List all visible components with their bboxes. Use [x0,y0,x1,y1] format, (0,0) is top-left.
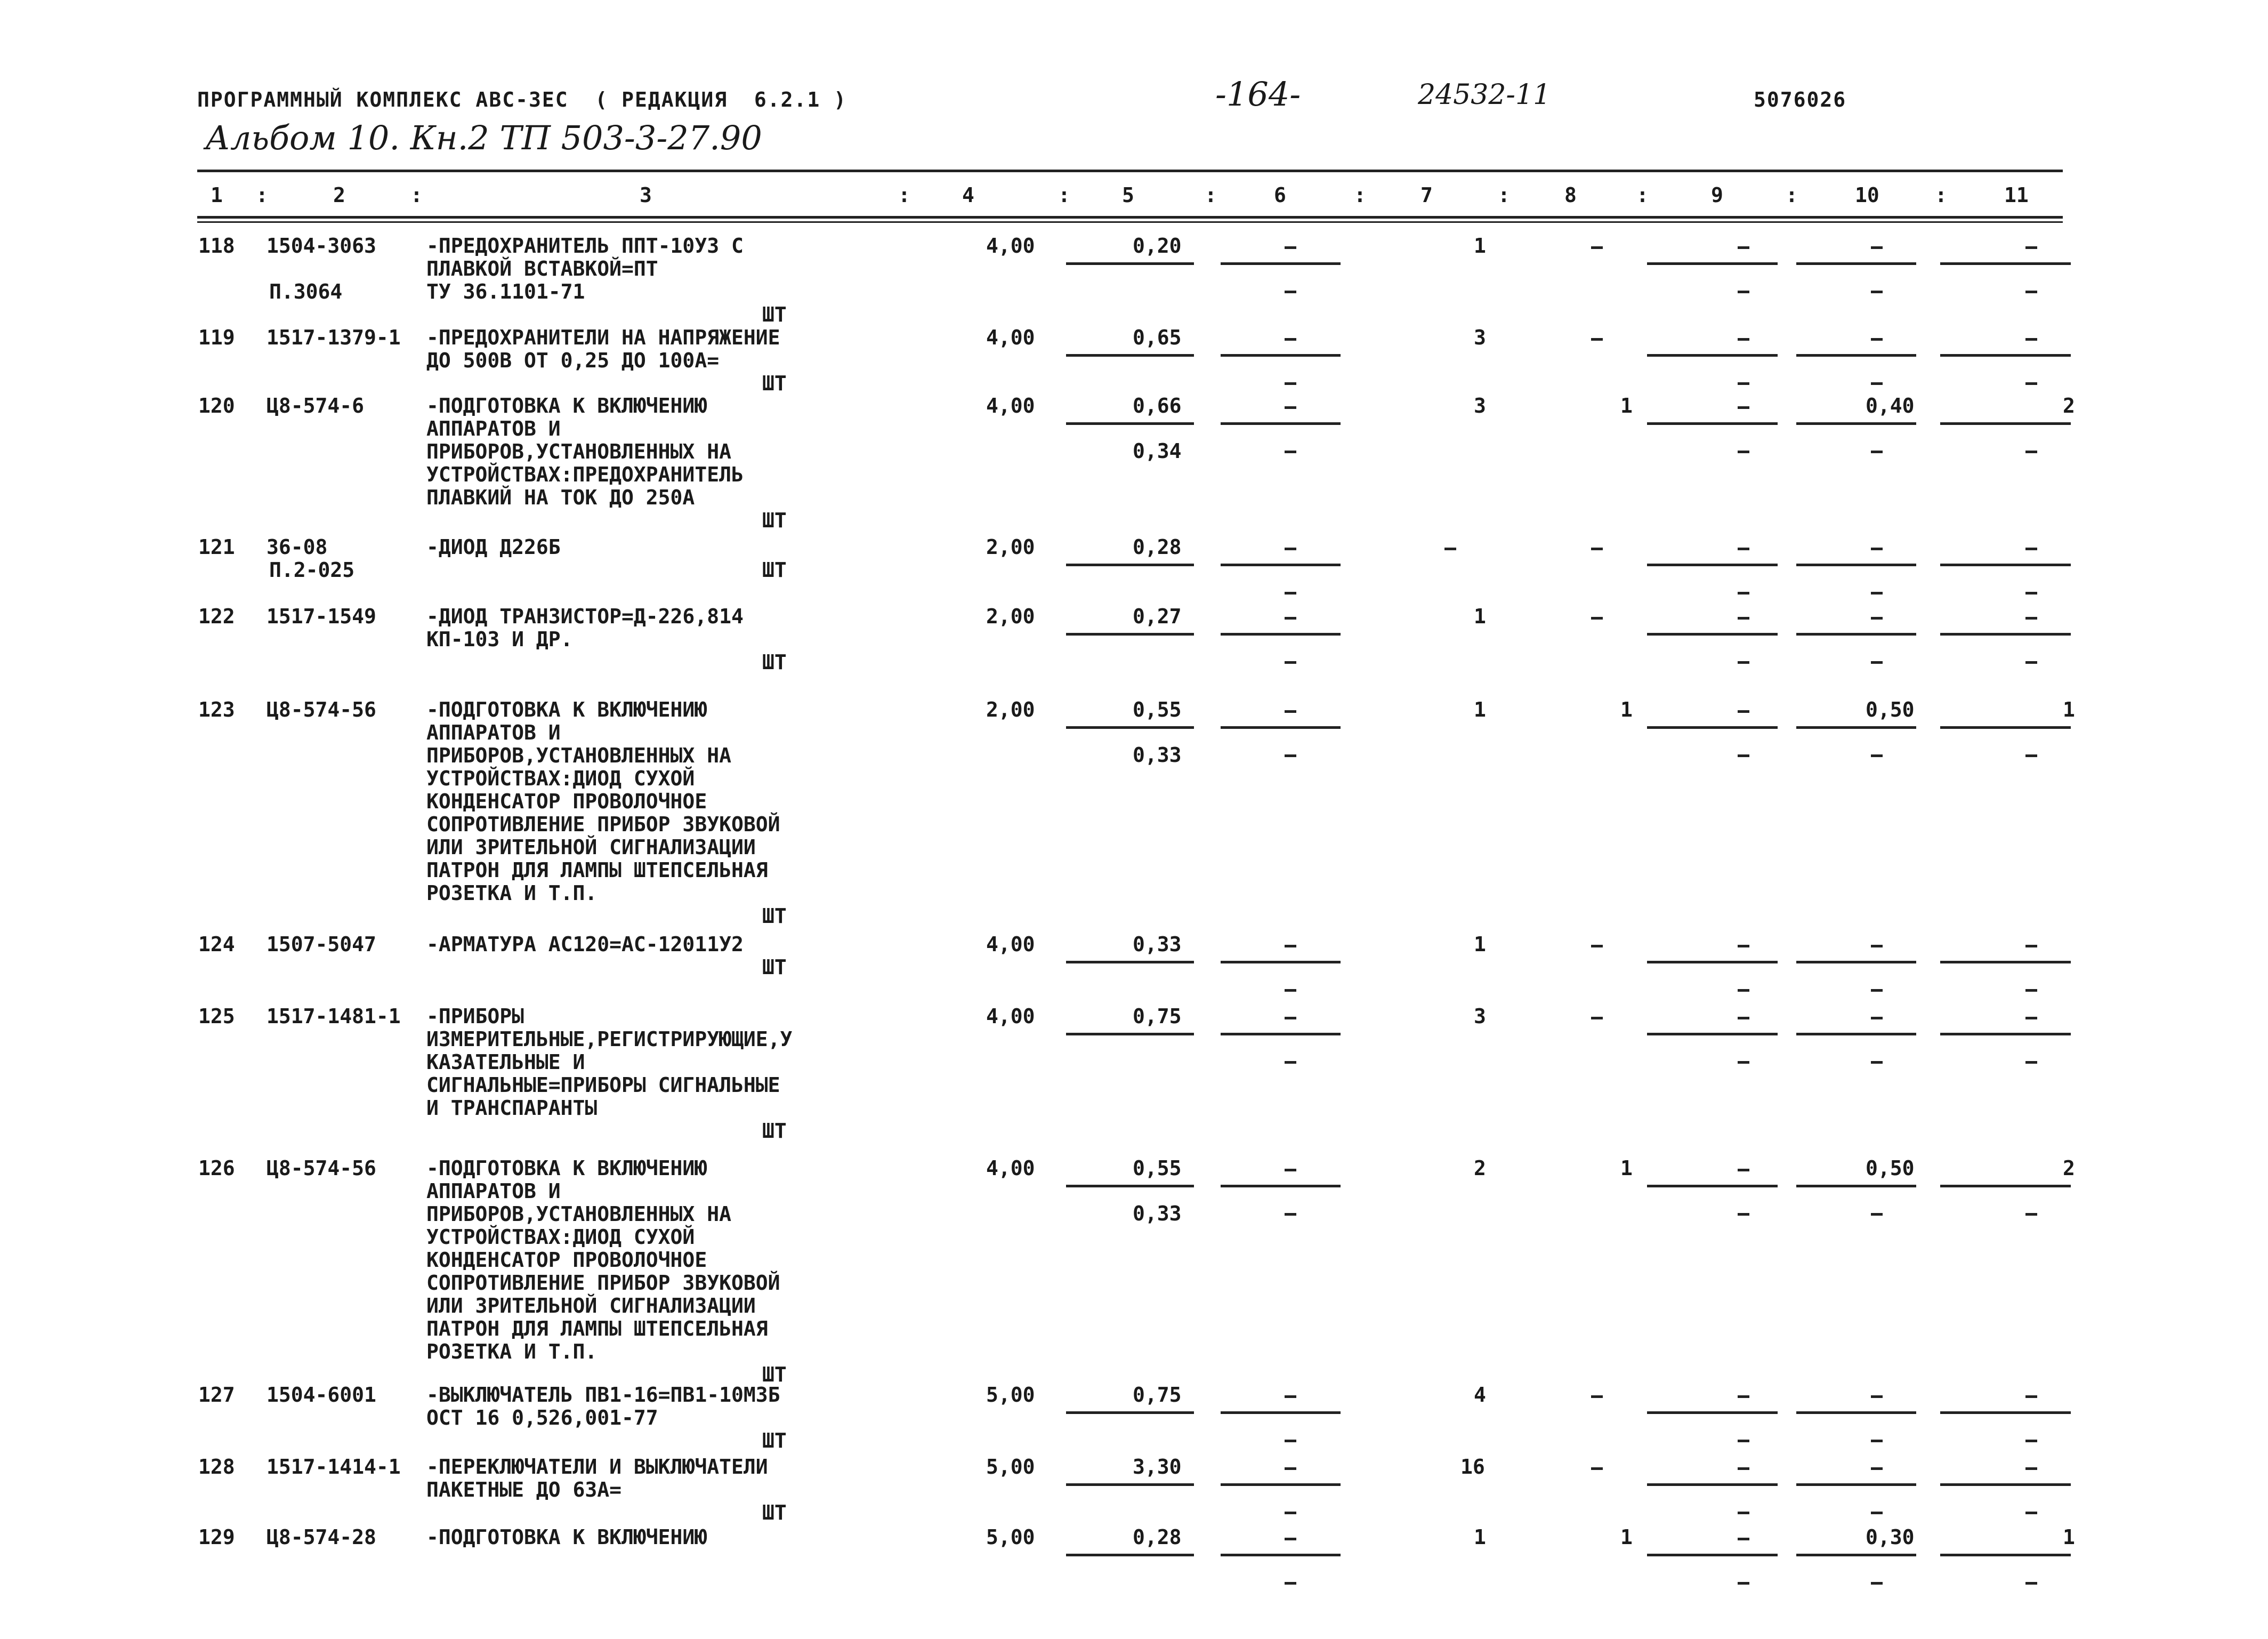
dash-mark [1871,1213,1883,1216]
row-number: 118 [198,234,235,258]
dash-mark [1871,1467,1883,1470]
dash-mark [1285,1395,1296,1398]
col11-divider [1940,1483,2071,1486]
dash-mark [1285,548,1296,550]
col10-value: 0,50 [1866,698,1915,721]
dash-mark [1285,1061,1296,1064]
dash-mark [1738,1395,1749,1398]
col7-value: 3 [1474,326,1486,349]
column-number: 9 [1711,183,1723,207]
dash-mark [1871,1440,1883,1442]
quantity-value: 4,00 [986,933,1035,956]
col10-divider [1796,1033,1916,1035]
col8-value: 1 [1620,698,1633,721]
dash-mark [1738,406,1749,409]
dash-mark [2025,451,2037,453]
col9-divider [1647,262,1778,265]
dash-mark [1285,1467,1296,1470]
dash-mark [1738,382,1749,385]
col10-divider [1796,633,1916,636]
cost-divider [1066,262,1194,265]
cost-divider [1066,564,1194,566]
column-separator: : [1354,183,1366,207]
unit-cost-sub-value: 0,33 [1133,743,1182,767]
dash-mark [1738,617,1749,620]
dash-mark [1285,592,1296,594]
col11-divider [1940,633,2071,636]
dash-mark [1738,1061,1749,1064]
item-description: -ПРИБОРЫ ИЗМЕРИТЕЛЬНЫЕ,РЕГИСТРИРУЮЩИЕ,У КАЗАТЕЛЬНЫЕ И СИГНАЛЬНЫЕ=ПРИБОРЫ СИГНАЛЬНЫЕ И ТРАНСПАРАНТЫ [426,1005,793,1120]
cost-divider [1066,961,1194,963]
row-number: 127 [198,1383,235,1407]
dash-mark [1871,1017,1883,1019]
cost-divider [1221,564,1341,566]
row-number: 121 [198,535,235,559]
document-number: 24532-11 [1418,79,1551,111]
item-description: -ДИОД ТРАНЗИСТОР=Д-226,814 КП-103 И ДР. [426,605,744,651]
dash-mark [1285,406,1296,409]
unit-cost-value: 0,27 [1133,605,1182,628]
dash-mark [1285,338,1296,341]
dash-mark [2025,1061,2037,1064]
dash-mark [1738,1017,1749,1019]
col11-divider [1940,564,2071,566]
dash-mark [1738,754,1749,757]
dash-mark [2025,1395,2037,1398]
dash-mark [2025,754,2037,757]
column-number: 7 [1420,183,1433,207]
dash-mark [2025,617,2037,620]
col9-divider [1647,354,1778,357]
dash-mark [1285,1582,1296,1585]
column-separator: : [1058,183,1070,207]
dash-mark [1285,1538,1296,1540]
dash-mark [1871,945,1883,947]
item-description: -ПОДГОТОВКА К ВКЛЮЧЕНИЮ АППАРАТОВ И ПРИБОРОВ,УСТАНОВЛЕННЫХ НА УСТРОЙСТВАХ:ПРЕДОХРАНИТЕЛЬ ПЛАВКИЙ НА ТОК ДО 250А [426,394,744,509]
dash-mark [1738,1169,1749,1171]
col11-divider [1940,262,2071,265]
col7-value: 3 [1474,1005,1486,1028]
column-separator: : [1935,183,1947,207]
col7-value: 1 [1474,234,1486,258]
dash-mark [1738,989,1749,992]
dash-mark [1871,754,1883,757]
cost-divider [1221,1185,1341,1187]
dash-mark [1871,661,1883,664]
dash-mark [1285,989,1296,992]
dash-mark [1591,246,1603,249]
col9-divider [1647,1554,1778,1556]
dash-mark [1591,1395,1603,1398]
col7-value: 1 [1474,933,1486,956]
col10-divider [1796,1185,1916,1187]
col11-divider [1940,1554,2071,1556]
dash-mark [1738,945,1749,947]
dash-mark [1285,617,1296,620]
dash-mark [2025,592,2037,594]
dash-mark [1285,1017,1296,1019]
quantity-value: 2,00 [986,698,1035,721]
dash-mark [1738,1213,1749,1216]
unit-cost-value: 0,28 [1133,535,1182,559]
dash-mark [1738,1582,1749,1585]
item-description: -ПОДГОТОВКА К ВКЛЮЧЕНИЮ АППАРАТОВ И ПРИБОРОВ,УСТАНОВЛЕННЫХ НА УСТРОЙСТВАХ:ДИОД СУХОЙ КОНДЕНСАТОР ПРОВОЛОЧНОЕ СОПРОТИВЛЕНИЕ ПРИБОР ЗВУКОВОЙ ИЛИ ЗРИТЕЛЬНОЙ СИГНАЛИЗАЦИИ ПАТРОН ДЛЯ ЛАМПЫ ШТЕПСЕЛЬНАЯ РОЗЕТКА И Т.П. [426,698,780,905]
item-description: -ПОДГОТОВКА К ВКЛЮЧЕНИЮ [426,1525,707,1549]
col10-value: 0,30 [1866,1525,1915,1549]
col7-value: 1 [1474,605,1486,628]
row-number: 124 [198,933,235,956]
dash-mark [1738,710,1749,713]
quantity-value: 4,00 [986,326,1035,349]
dash-mark [1738,246,1749,249]
column-number: 10 [1855,183,1879,207]
dash-mark [2025,382,2037,385]
dash-mark [1285,1440,1296,1442]
col10-value: 0,40 [1866,394,1915,417]
dash-mark [1285,1213,1296,1216]
cost-divider [1066,1033,1194,1035]
dash-mark [2025,989,2037,992]
dash-mark [1871,1582,1883,1585]
column-separator: : [1786,183,1798,207]
row-number: 128 [198,1455,235,1479]
price-code: 1517-1379-1 [267,326,401,349]
cost-divider [1221,1033,1341,1035]
row-number: 129 [198,1525,235,1549]
cost-divider [1066,1554,1194,1556]
col9-divider [1647,1185,1778,1187]
cost-divider [1221,633,1341,636]
dash-mark [1871,382,1883,385]
dash-mark [2025,246,2037,249]
cost-divider [1221,262,1341,265]
dash-mark [1285,1512,1296,1514]
row-number: 126 [198,1156,235,1180]
quantity-value: 4,00 [986,394,1035,417]
col10-value: 0,50 [1866,1156,1915,1180]
dash-mark [1871,548,1883,550]
column-separator: : [1636,183,1649,207]
item-description: -ПОДГОТОВКА К ВКЛЮЧЕНИЮ АППАРАТОВ И ПРИБОРОВ,УСТАНОВЛЕННЫХ НА УСТРОЙСТВАХ:ДИОД СУХОЙ КОНДЕНСАТОР ПРОВОЛОЧНОЕ СОПРОТИВЛЕНИЕ ПРИБОР ЗВУКОВОЙ ИЛИ ЗРИТЕЛЬНОЙ СИГНАЛИЗАЦИИ ПАТРОН ДЛЯ ЛАМПЫ ШТЕПСЕЛЬНАЯ РОЗЕТКА И Т.П. [426,1156,780,1363]
dash-mark [1591,338,1603,341]
col11-value: 1 [2063,1525,2075,1549]
col7-value: 1 [1474,698,1486,721]
col9-divider [1647,1033,1778,1035]
price-code: 1504-6001 [267,1383,376,1407]
dash-mark [1871,989,1883,992]
col10-divider [1796,354,1916,357]
unit-cost-value: 0,28 [1133,1525,1182,1549]
column-separator: : [1498,183,1510,207]
dash-mark [1738,1467,1749,1470]
unit-cost-value: 0,66 [1133,394,1182,417]
col9-divider [1647,633,1778,636]
unit-label: ШТ [762,955,787,979]
price-code: 36-08 [267,535,328,559]
unit-label: ШТ [762,904,787,928]
unit-cost-value: 0,55 [1133,698,1182,721]
price-code: 1507-5047 [267,933,376,956]
dash-mark [1738,1512,1749,1514]
price-code-sub: П.2-025 [269,558,355,582]
unit-label: ШТ [762,1363,787,1386]
dash-mark [2025,1440,2037,1442]
cost-divider [1066,422,1194,425]
column-number: 6 [1274,183,1286,207]
price-code: 1517-1481-1 [267,1005,401,1028]
dash-mark [1738,291,1749,293]
dash-mark [2025,548,2037,550]
unit-cost-value: 0,75 [1133,1383,1182,1407]
quantity-value: 2,00 [986,535,1035,559]
unit-label: ШТ [762,650,787,674]
program-header: ПРОГРАММНЫЙ КОМПЛЕКС АВС-3ЕС ( РЕДАКЦИЯ 6.2.1 ) [197,88,848,111]
col11-divider [1940,726,2071,729]
col9-divider [1647,726,1778,729]
column-separator: : [898,183,910,207]
col11-divider [1940,1411,2071,1414]
price-code: 1517-1549 [267,605,376,628]
col10-divider [1796,1554,1916,1556]
cost-divider [1066,726,1194,729]
quantity-value: 5,00 [986,1455,1035,1479]
col7-value: 3 [1474,394,1486,417]
col10-divider [1796,1483,1916,1486]
item-description: -АРМАТУРА АС120=АС-12011У2 [426,933,744,956]
header-rule-top [197,170,2063,172]
dash-mark [1738,592,1749,594]
col9-divider [1647,564,1778,566]
column-separator: : [256,183,268,207]
unit-cost-sub-value: 0,34 [1133,439,1182,463]
quantity-value: 2,00 [986,605,1035,628]
col10-divider [1796,961,1916,963]
dash-mark [2025,1582,2037,1585]
price-code: Ц8-574-56 [267,698,376,721]
page-number: -164- [1215,75,1301,114]
unit-cost-value: 0,55 [1133,1156,1182,1180]
col11-divider [1940,1033,2071,1035]
dash-mark [1285,451,1296,453]
column-number: 5 [1122,183,1134,207]
column-number: 8 [1564,183,1577,207]
col10-divider [1796,422,1916,425]
unit-cost-sub-value: 0,33 [1133,1202,1182,1225]
unit-label: ШТ [762,509,787,532]
row-number: 119 [198,326,235,349]
dash-mark [1871,291,1883,293]
col7-value: 4 [1474,1383,1486,1407]
cost-divider [1221,1483,1341,1486]
price-code-sub: П.3064 [269,280,343,303]
dash-mark [2025,1017,2037,1019]
album-reference: Альбом 10. Кн.2 ТП 503-3-27.90 [205,118,762,157]
item-description: -ПЕРЕКЛЮЧАТЕЛИ И ВЫКЛЮЧАТЕЛИ ПАКЕТНЫЕ ДО 63А= [426,1455,768,1501]
dash-mark [1285,710,1296,713]
cost-divider [1066,354,1194,357]
dash-mark [1591,945,1603,947]
column-separator: : [1205,183,1217,207]
column-number: 4 [962,183,974,207]
row-number: 123 [198,698,235,721]
quantity-value: 4,00 [986,1156,1035,1180]
dash-mark [1871,592,1883,594]
cost-divider [1221,1411,1341,1414]
col11-divider [1940,961,2071,963]
dash-mark [1871,451,1883,453]
unit-label: ШТ [762,1501,787,1524]
dash-mark [2025,1512,2037,1514]
sheet-code: 5076026 [1754,88,1847,111]
cost-divider [1066,1185,1194,1187]
column-number: 2 [333,183,345,207]
dash-mark [1738,548,1749,550]
dash-mark [1285,382,1296,385]
price-code: Ц8-574-6 [267,394,365,417]
dash-mark [1738,451,1749,453]
quantity-value: 4,00 [986,1005,1035,1028]
col8-value: 1 [1620,1156,1633,1180]
dash-mark [1738,661,1749,664]
col10-divider [1796,564,1916,566]
col11-value: 1 [2063,698,2075,721]
dash-mark [2025,1213,2037,1216]
price-code: 1517-1414-1 [267,1455,401,1479]
col11-value: 2 [2063,394,2075,417]
dash-mark [1285,246,1296,249]
header-rule-bottom [197,216,2063,219]
column-number: 1 [211,183,223,207]
col9-divider [1647,1411,1778,1414]
cost-divider [1221,354,1341,357]
item-description: -ПРЕДОХРАНИТЕЛЬ ППТ-10У3 С ПЛАВКОЙ ВСТАВКОЙ=ПТ ТУ 36.1101-71 [426,234,744,303]
unit-label: ШТ [762,303,787,326]
dash-mark [2025,945,2037,947]
col7-value: 16 [1460,1455,1485,1479]
col11-divider [1940,354,2071,357]
unit-label: ШТ [762,1429,787,1452]
dash-mark [1871,1512,1883,1514]
dash-mark [1738,338,1749,341]
dash-mark [2025,291,2037,293]
col9-divider [1647,422,1778,425]
dash-mark [1591,617,1603,620]
row-number: 122 [198,605,235,628]
dash-mark [1871,246,1883,249]
cost-divider [1221,1554,1341,1556]
dash-mark [2025,661,2037,664]
dash-mark [1871,1061,1883,1064]
col10-divider [1796,726,1916,729]
cost-divider [1221,422,1341,425]
col7-value: 2 [1474,1156,1486,1180]
quantity-value: 5,00 [986,1525,1035,1549]
dash-mark [2025,1467,2037,1470]
col7-value: 1 [1474,1525,1486,1549]
cost-divider [1066,633,1194,636]
price-code: 1504-3063 [267,234,376,258]
unit-label: ШТ [762,558,787,582]
dash-mark [1738,1440,1749,1442]
dash-mark [1591,1467,1603,1470]
dash-mark [1285,291,1296,293]
item-description: -ПРЕДОХРАНИТЕЛИ НА НАПРЯЖЕНИЕ ДО 500В ОТ 0,25 ДО 100А= [426,326,780,372]
unit-cost-value: 0,65 [1133,326,1182,349]
col10-divider [1796,262,1916,265]
item-description: -ДИОД Д226Б [426,535,561,559]
price-code: Ц8-574-28 [267,1525,376,1549]
unit-label: ШТ [762,1119,787,1143]
dash-mark [1285,1169,1296,1171]
col11-divider [1940,1185,2071,1187]
dash-mark [1285,661,1296,664]
dash-mark [1591,1017,1603,1019]
unit-cost-value: 0,33 [1133,933,1182,956]
column-number: 11 [2004,183,2029,207]
dash-mark [1591,548,1603,550]
col9-divider [1647,961,1778,963]
col11-value: 2 [2063,1156,2075,1180]
dash-mark [1285,945,1296,947]
unit-label: ШТ [762,372,787,395]
dash-mark [1285,754,1296,757]
col8-value: 1 [1620,394,1633,417]
unit-cost-value: 3,30 [1133,1455,1182,1479]
dash-mark [1871,338,1883,341]
col9-divider [1647,1483,1778,1486]
column-separator: : [410,183,423,207]
quantity-value: 5,00 [986,1383,1035,1407]
column-number: 3 [640,183,652,207]
col8-value: 1 [1620,1525,1633,1549]
cost-divider [1066,1411,1194,1414]
cost-divider [1221,961,1341,963]
dash-mark [1871,1395,1883,1398]
cost-divider [1066,1483,1194,1486]
quantity-value: 4,00 [986,234,1035,258]
cost-divider [1221,726,1341,729]
row-number: 125 [198,1005,235,1028]
unit-cost-value: 0,20 [1133,234,1182,258]
dash-mark [2025,338,2037,341]
col11-divider [1940,422,2071,425]
dash-mark [1871,617,1883,620]
row-number: 120 [198,394,235,417]
item-description: -ВЫКЛЮЧАТЕЛЬ ПВ1-16=ПВ1-10МЗБ ОСТ 16 0,526,001-77 [426,1383,780,1429]
dash-mark [1738,1538,1749,1540]
dash-mark [1444,548,1456,550]
unit-cost-value: 0,75 [1133,1005,1182,1028]
col10-divider [1796,1411,1916,1414]
price-code: Ц8-574-56 [267,1156,376,1180]
header-rule-bottom-2 [197,221,2063,223]
